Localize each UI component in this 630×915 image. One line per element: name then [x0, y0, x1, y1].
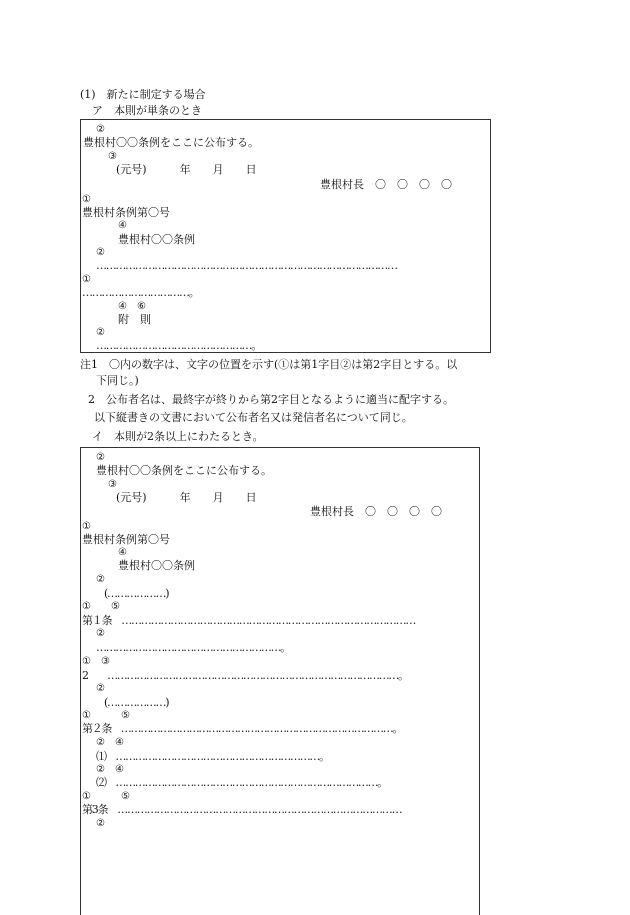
- dotted-text: …………………………………………。: [96, 339, 261, 352]
- note-2-continued: 以下縦書きの文書において公布者名又は発信者名について同じ。: [94, 411, 413, 424]
- position-marker: ① ⑤: [82, 710, 130, 721]
- heading-multiple-articles: イ 本則が2条以上にわたるとき。: [92, 430, 264, 443]
- position-marker: ① ⑤: [82, 601, 120, 612]
- position-marker: ② ④: [96, 737, 124, 748]
- position-marker: ② ④: [96, 764, 124, 775]
- item-2: ⑵ ………………………………………………………………………。: [96, 776, 388, 789]
- position-marker: ③: [108, 151, 117, 162]
- ordinance-title: 豊根村〇〇条例: [118, 559, 195, 572]
- heading-single-article: ア 本則が単条のとき: [92, 104, 202, 117]
- position-marker: ②: [96, 124, 105, 135]
- ordinance-title: 豊根村〇〇条例: [118, 233, 195, 246]
- position-marker: ②: [96, 247, 105, 258]
- article-2: 第２条 …………………………………………………………………………。: [82, 722, 403, 735]
- position-marker: ②: [96, 628, 105, 639]
- article-3: 第3条 ……………………………………………………………………………: [82, 803, 402, 816]
- paragraph-2: 2 ………………………………………………………………………………。: [82, 669, 408, 682]
- position-marker: ①: [82, 521, 91, 532]
- dotted-text: …………………………………………………。: [96, 641, 291, 654]
- note-1-continued: 下同じ。): [96, 374, 139, 387]
- date-line: (元号) 年 月 日: [116, 163, 257, 176]
- position-marker: ②: [96, 683, 105, 694]
- position-marker: ②: [96, 452, 105, 463]
- position-marker: ②: [96, 327, 105, 338]
- promulgation-sentence: 豊根村〇〇条例をここに公布する。: [96, 464, 272, 477]
- date-line: (元号) 年 月 日: [116, 491, 257, 504]
- ordinance-number: 豊根村条例第〇号: [82, 206, 170, 219]
- note-1: 注1 〇内の数字は、文字の位置を示す(①は第1字目②は第2字目とする。以: [80, 358, 458, 371]
- dotted-text: ……………………………。: [82, 286, 199, 299]
- mayor-name: 豊根村長 〇 〇 〇 〇: [320, 178, 452, 191]
- position-marker: ①: [82, 194, 91, 205]
- position-marker: ① ③: [82, 656, 110, 667]
- position-marker: ③: [108, 479, 117, 490]
- article-caption: (………………): [104, 587, 169, 600]
- article-caption: (………………): [104, 696, 169, 709]
- promulgation-sentence: 豊根村〇〇条例をここに公布する。: [83, 136, 259, 149]
- position-marker: ④ ⑥: [118, 301, 146, 312]
- position-marker: ④: [118, 547, 127, 558]
- position-marker: ① ⑤: [82, 791, 130, 802]
- position-marker: ④: [118, 220, 127, 231]
- item-1: ⑴ ………………………………………………………。: [96, 750, 329, 763]
- supplementary-provisions: 附 則: [118, 313, 151, 326]
- note-2: 2 公布者名は、最終字が終りから第2字目となるように適当に配字する。: [88, 393, 454, 406]
- dotted-text: …………………………………………………………………………………: [96, 259, 397, 272]
- article-1: 第１条 ………………………………………………………………………………: [82, 614, 416, 627]
- heading-new-enactment: (1) 新たに制定する場合: [80, 88, 206, 101]
- ordinance-number: 豊根村条例第〇号: [82, 533, 170, 546]
- position-marker: ②: [96, 818, 105, 829]
- position-marker: ②: [96, 574, 105, 585]
- mayor-name: 豊根村長 〇 〇 〇 〇: [310, 505, 442, 518]
- position-marker: ①: [82, 274, 91, 285]
